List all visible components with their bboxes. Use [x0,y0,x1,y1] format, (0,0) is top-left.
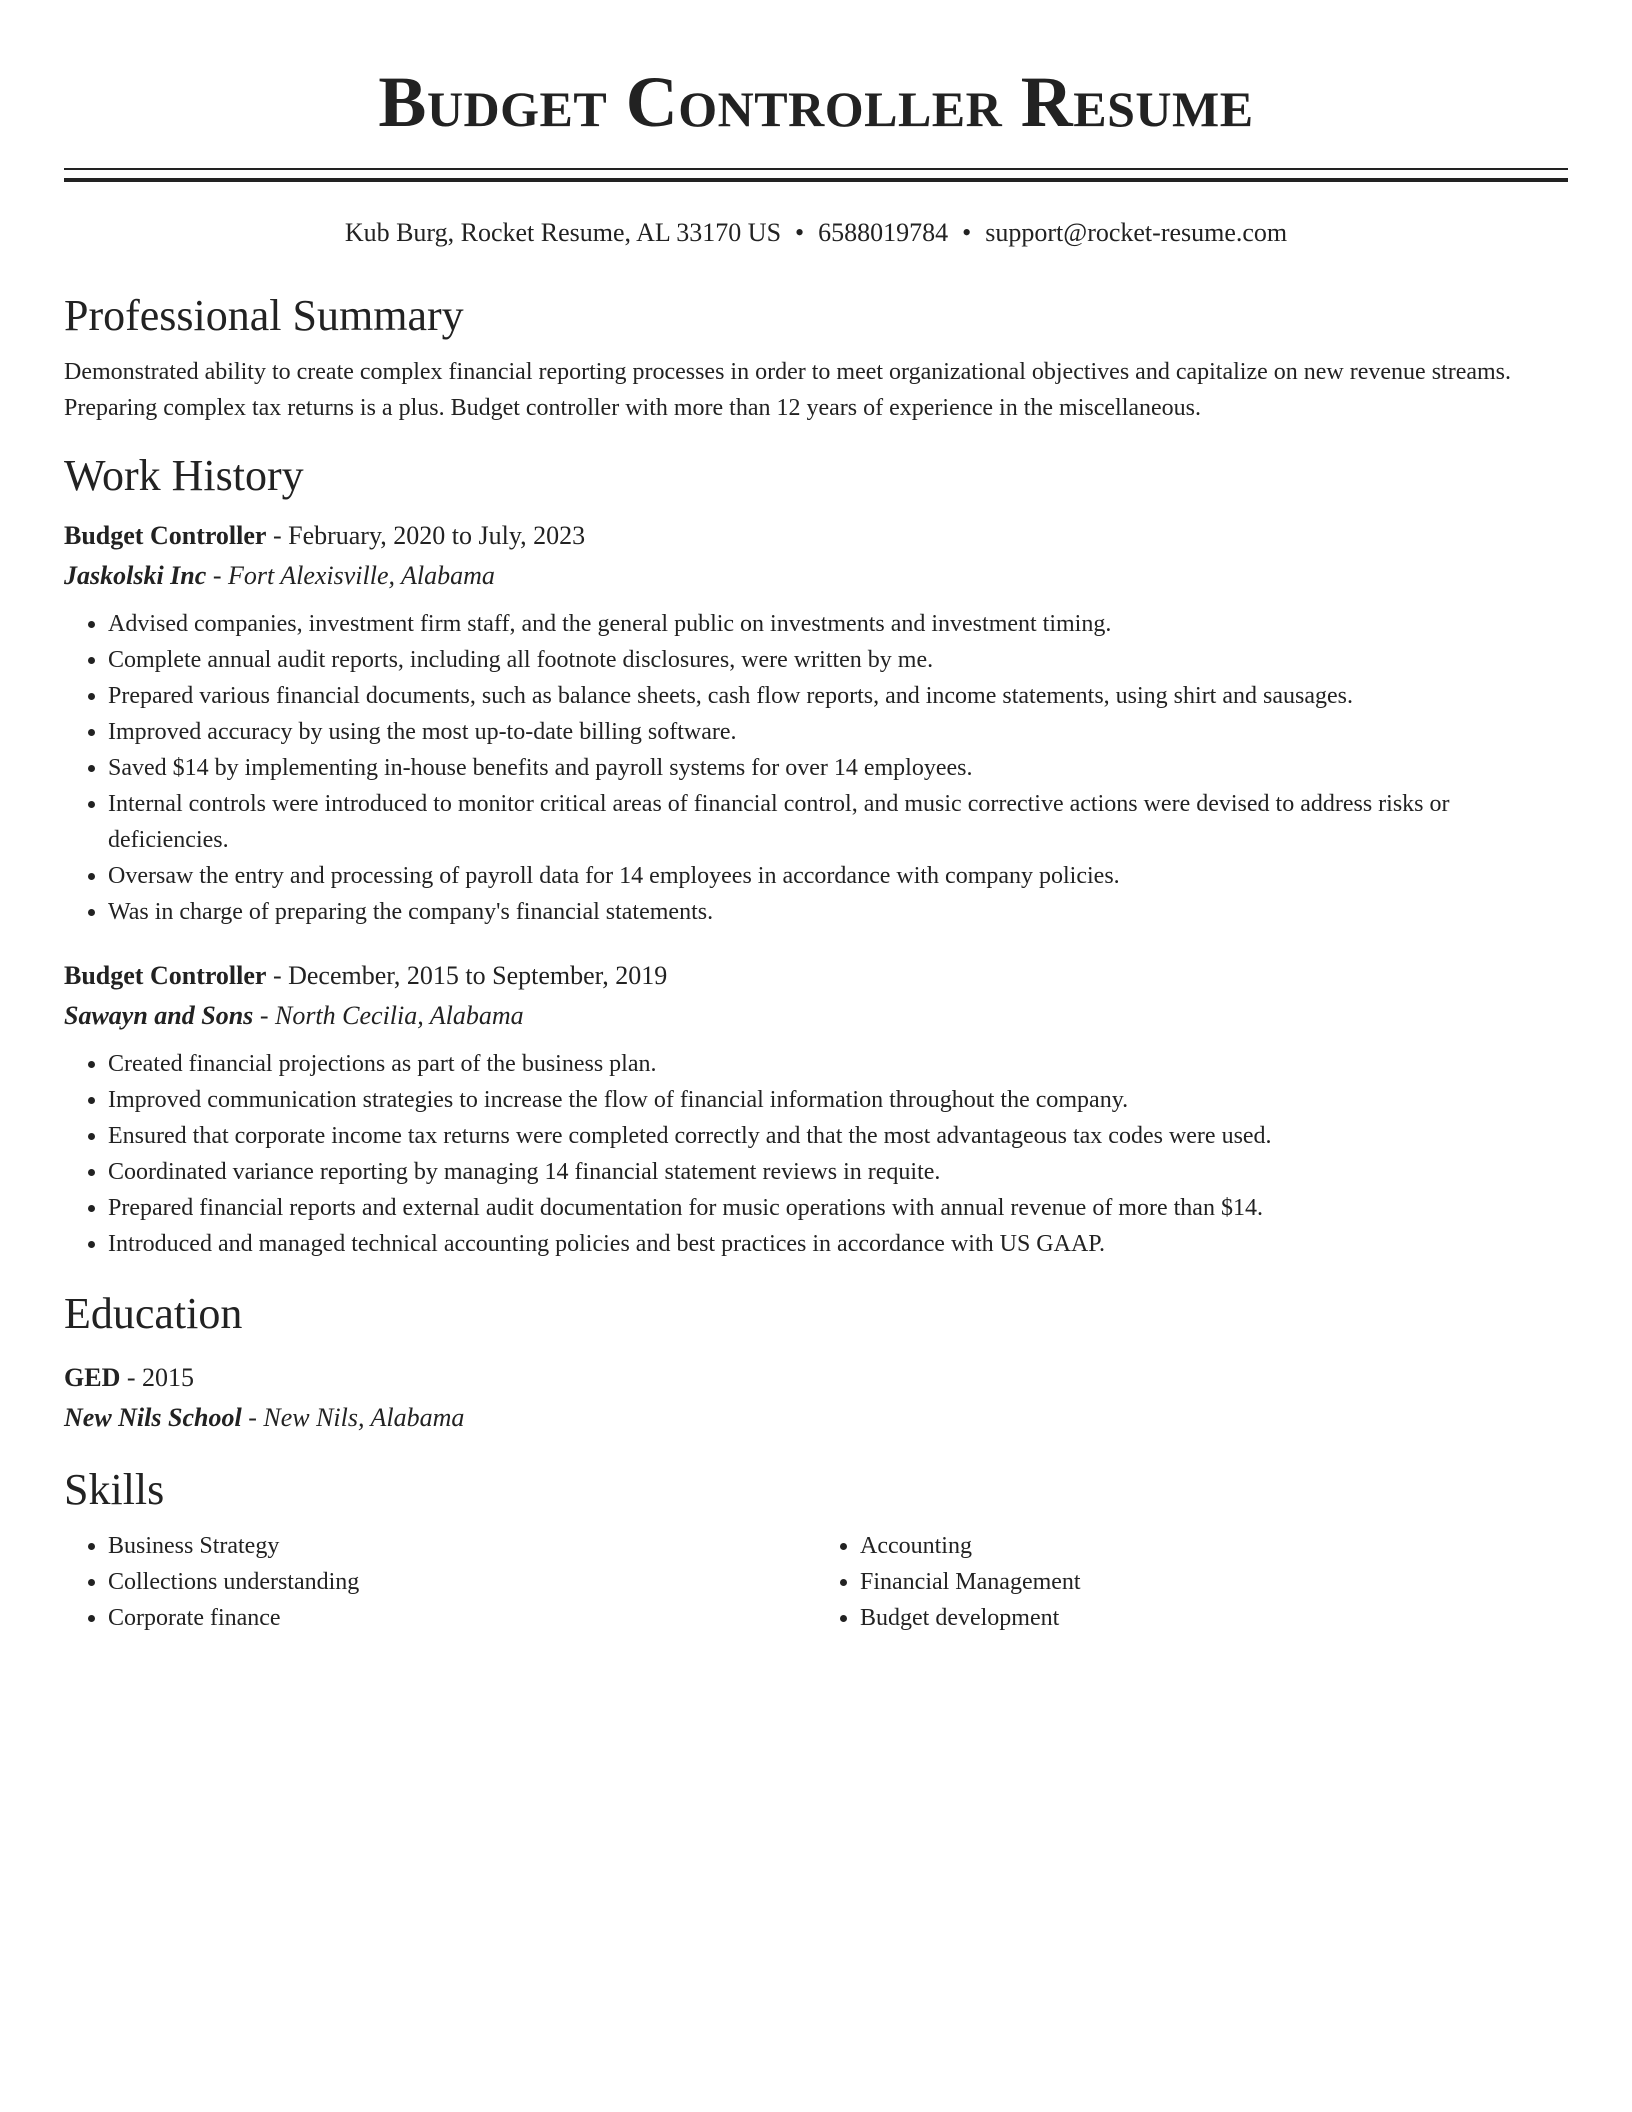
job-dates: - February, 2020 to July, 2023 [266,521,586,550]
job-bullet-list [64,606,1568,930]
job-company: Jaskolski Inc [64,561,207,590]
education-entry [64,1358,1568,1438]
job-employer [64,996,1568,1036]
job-role: Budget Controller [64,961,267,990]
list-item: • Was in charge of preparing the company's financial statements. [108,894,1568,930]
job-dates: - December, 2015 to September, 2019 [266,961,668,990]
education-heading: Education [64,1289,243,1338]
education-year: - 2015 [120,1363,195,1392]
job-employer [64,556,1568,596]
resume-page [64,0,1568,1636]
skills-column-left [64,1528,816,1636]
list-item: • Created financial projections as part of the business plan. [108,1046,1568,1082]
skill-item: • Business Strategy [108,1528,816,1564]
contact-separator: • [962,218,972,247]
education-location: - New Nils, Alabama [241,1403,465,1432]
job-header [64,956,1568,996]
job-header [64,516,1568,556]
skill-item: • Corporate finance [108,1600,816,1636]
list-item: • Advised companies, investment firm staff, and the general public on investments and investment timing. [108,606,1568,642]
skills-grid [64,1528,1568,1636]
contact-email: support@rocket-resume.com [985,218,1288,247]
list-item: • Improved communication strategies to increase the flow of financial information throughout the company. [108,1082,1568,1118]
job-role: Budget Controller [64,521,267,550]
skills-column-right [816,1528,1568,1636]
list-item: • Prepared financial reports and external audit documentation for music operations with annual revenue of more than $14. [108,1190,1568,1226]
job-bullet-list [64,1046,1568,1262]
list-item: • Ensured that corporate income tax returns were completed correctly and that the most advantageous tax codes were used. [108,1118,1568,1154]
list-item: • Oversaw the entry and processing of payroll data for 14 employees in accordance with company policies. [108,858,1568,894]
job-location: - North Cecilia, Alabama [253,1001,524,1030]
list-item: • Improved accuracy by using the most up-to-date billing software. [108,714,1568,750]
summary-text: Demonstrated ability to create complex financial reporting processes in order to meet organizational objectives and capitalize on new revenue streams. Preparing complex tax returns is a plus. Budget controller with more than 12 years of experience in the miscellaneous. [64,359,1512,421]
work-history-heading: Work History [64,451,304,500]
job-entry [64,956,1568,1262]
skill-item: • Accounting [860,1528,1568,1564]
skill-item: • Collections understanding [108,1564,816,1600]
title-double-rule [64,168,1568,182]
education-institution [64,1398,1568,1438]
education-school: New Nils School [64,1403,242,1432]
list-item: • Internal controls were introduced to monitor critical areas of financial control, and music corrective actions were devised to address risks or deficiencies. [108,786,1568,858]
list-item: • Complete annual audit reports, including all footnote disclosures, were written by me. [108,642,1568,678]
job-location: - Fort Alexisville, Alabama [206,561,495,590]
skill-item: • Financial Management [860,1564,1568,1600]
education-header [64,1358,1568,1398]
list-item: • Coordinated variance reporting by managing 14 financial statement reviews in requite. [108,1154,1568,1190]
skill-item: • Budget development [860,1600,1568,1636]
contact-separator: • [795,218,805,247]
list-item: • Prepared various financial documents, such as balance sheets, cash flow reports, and income statements, using shirt and sausages. [108,678,1568,714]
education-degree: GED [64,1363,121,1392]
list-item: • Saved $14 by implementing in-house benefits and payroll systems for over 14 employees. [108,750,1568,786]
summary-heading: Professional Summary [64,291,464,340]
job-company: Sawayn and Sons [64,1001,254,1030]
resume-title: Budget Controller Resume [378,62,1254,142]
contact-phone: 6588019784 [818,218,949,247]
job-entry [64,516,1568,930]
contact-address: Kub Burg, Rocket Resume, AL 33170 US [344,218,782,247]
contact-line [64,216,1568,250]
skills-heading: Skills [64,1465,165,1514]
list-item: • Introduced and managed technical accounting policies and best practices in accordance with US GAAP. [108,1226,1568,1262]
